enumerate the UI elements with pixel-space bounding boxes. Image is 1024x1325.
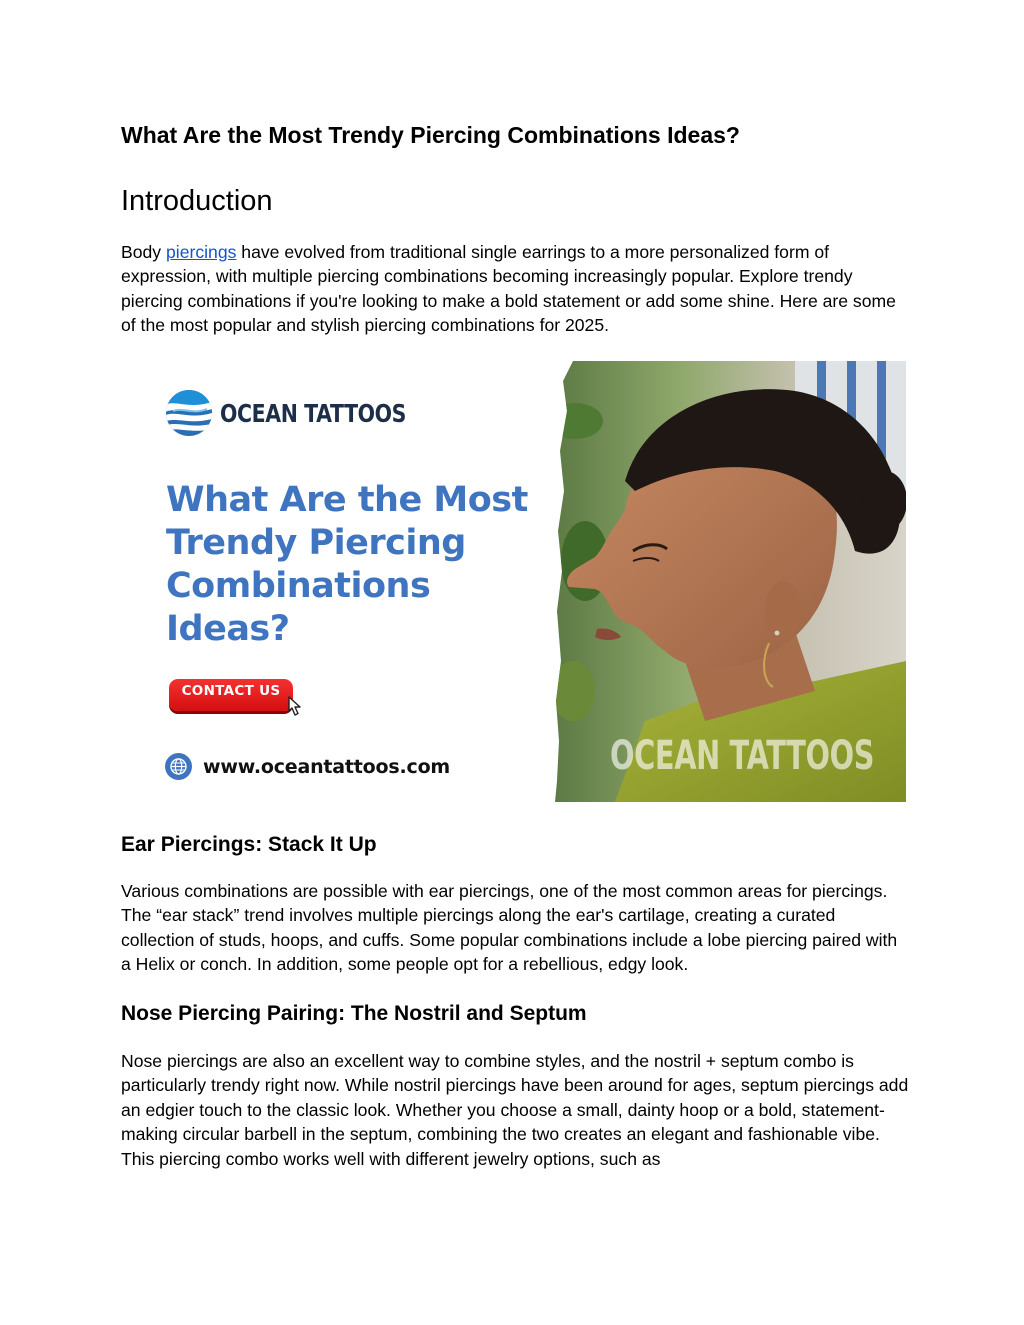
- website-url: www.oceantattoos.com: [203, 755, 451, 778]
- ear-piercings-heading: Ear Piercings: Stack It Up: [121, 833, 377, 856]
- document-title: What Are the Most Trendy Piercing Combinations Ideas?: [121, 122, 740, 148]
- website-row: [165, 753, 450, 780]
- ocean-tattoos-logo: [165, 389, 447, 437]
- nose-piercing-paragraph: Nose piercings are also an excellent way to combine styles, and the nostril + septum combo is particularly trendy right now. While nostril piercings have been around for ages, septum piercings add an edgier touch to the classic look. Whether you choose a small, dainty hoop or a bold, statement-making circular barbell in the septum, combining the two creates an elegant and fashionable vibe. This piercing combo works well with different jewelry options, such as: [121, 1051, 909, 1169]
- intro-paragraph: [121, 240, 911, 338]
- hand-cursor-icon: [283, 696, 305, 720]
- intro-text-rest: have evolved from traditional single earrings to a more personalized form of expression, with multiple piercing combinations becoming increasingly popular. Explore trendy piercing combinations if you're looking to make a bold statement or add some shine. Here are some of the most popular and stylish piercing combinations for 2025.: [121, 242, 896, 336]
- brand-name: OCEAN TATTOOS: [220, 398, 407, 428]
- nose-piercing-heading: Nose Piercing Pairing: The Nostril and Septum: [121, 1002, 587, 1025]
- wave-logo-icon: [165, 389, 213, 437]
- ear-piercings-paragraph: Various combinations are possible with ear piercings, one of the most common areas for piercings. The “ear stack” trend involves multiple piercings along the ear's cartilage, creating a curated collection of studs, hoops, and cuffs. Some popular combinations include a lobe piercing paired with a Helix or conch. In addition, some people opt for a rebellious, edgy look.: [121, 881, 898, 975]
- intro-text-start: Body: [121, 242, 166, 262]
- photo-watermark: OCEAN TATTOOS: [610, 733, 875, 779]
- banner-text-panel: [155, 361, 555, 802]
- piercings-link[interactable]: piercings: [166, 242, 237, 262]
- intro-heading: Introduction: [121, 185, 273, 217]
- promo-banner-image: [155, 361, 906, 802]
- contact-us-button[interactable]: CONTACT US: [169, 679, 293, 711]
- banner-headline: What Are the Most Trendy Piercing Combinations Ideas?: [166, 480, 528, 649]
- globe-icon: [165, 753, 192, 780]
